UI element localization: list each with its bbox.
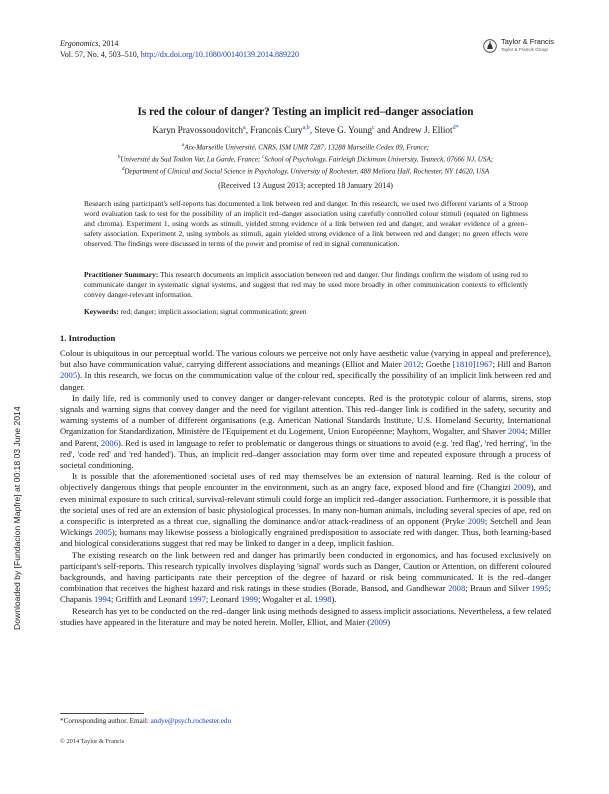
citation-link[interactable]: 2004 — [507, 426, 526, 437]
keywords-label: Keywords: — [84, 307, 119, 316]
author-affiliation-marker[interactable]: a — [243, 125, 246, 131]
citation-link[interactable]: 2009 — [513, 482, 531, 493]
body-paragraph: Research has yet to be conducted on the red–danger link using methods designed to assess implicit associations. Nevertheless, a few related studies have appeared in the literature and may be noted herein. Moller, Elliot, and Maier (2009) — [60, 605, 551, 627]
author-affiliation-marker[interactable]: a,b — [302, 125, 310, 131]
journal-year: , 2014 — [98, 39, 119, 48]
affiliation-line: $^a$Aix-Marseille Université, CNRS, ISM UMR 7287, 13288 Marseille Cedex 09, France; — [181, 143, 430, 152]
journal-line — [60, 38, 299, 49]
citation-link[interactable]: [1810]1967 — [452, 359, 493, 370]
citation-link[interactable]: 2005 — [94, 527, 112, 538]
section-heading: 1. Introduction — [60, 333, 116, 343]
corresponding-author-note — [60, 717, 231, 725]
body-paragraph: The existing research on the link between red and danger has primarily been conducted in ergonomics, and has focused exclusively on participant's self-reports. This research typically involves displaying 'signal' words such as Danger, Caution or Attention, on different coloured backgrounds, and having participants rate their perception of the degree of hazard or risk being communicated. It is the red–danger combination that receives the highest hazard and risk ratings in these studies (Borade, Bansod, and Gandhewar 2008; Braun and Silver 1995; Chapanis 1994; Griffith and Leonard 1997; Leonard 1999; Wogalter et al. 1998). — [60, 549, 551, 605]
copyright-notice: © 2014 Taylor & Francis — [60, 738, 125, 745]
volume-line — [60, 49, 299, 60]
citation-link[interactable]: 1997 — [188, 594, 206, 605]
body-paragraph: It is possible that the aforementioned societal uses of red may themselves be an extension of natural learning. Red is the colour of objectively dangerous things that people encounter in the environment, such as an angry face, exposed blood and fire (Changizi 2009), and even minimal exposure to such critical, survival-relevant stimuli could forge an implicit red–danger association. Furthermore, it is possible that the societal uses of red are an extension of basic physiological processes. In many non-human animals, including several species of ape, red on a conspecific is interpreted as a threat cue, signalling the dominance and/or attack-readiness of an opponent (Pryke 2009; Setchell and Jean Wickings 2005); humans may likewise possess a biologically engrained predisposition to associate red with danger. Thus, both learning-based and biological considerations suggest that red may be linked to danger in a deep, implicit fashion. — [60, 471, 551, 549]
publisher-logo-name: Taylor & Francis — [501, 37, 554, 46]
volume-info: Vol. 57, No. 4, 503–510, — [60, 50, 141, 59]
keywords-text: red; danger; implicit association; signal communication; green — [118, 307, 307, 316]
citation-link[interactable]: 1999 — [240, 594, 259, 605]
citation-link[interactable]: 2009 — [370, 616, 388, 627]
doi-link[interactable]: http://dx.doi.org/10.1080/00140139.2014.889220 — [140, 50, 300, 59]
affiliation-line: $^b$Université du Sud Toulon Var, La Garde, France; $^c$School of Psychology, Fairleigh Dickinson University, Teaneck, 07666 NJ, USA; — [117, 154, 494, 164]
author-name: Andrew J. Elliot — [392, 125, 453, 136]
author-name: Steve G. Young — [314, 125, 373, 136]
publisher-logo-sub: Taylor & Francis Group — [501, 47, 548, 52]
citation-link[interactable]: 1995 — [531, 583, 549, 594]
author-affiliation-marker[interactable]: c — [372, 125, 375, 131]
body-text — [60, 348, 551, 628]
citation-link[interactable]: 2009 — [467, 516, 485, 527]
publisher-logo — [483, 38, 554, 54]
received-dates: (Received 13 August 2013; accepted 18 January 2014) — [218, 181, 393, 190]
citation-link[interactable]: 2012 — [403, 359, 421, 370]
citation-link[interactable]: 2006 — [100, 437, 118, 448]
affiliations — [60, 141, 551, 177]
practitioner-summary-text: This research documents an implicit association between red and danger. Our findings confirm the wisdom of using red to communicate danger in systematic signal systems, and suggest that red may be used more broadly in other communication contexts to efficiently convey danger-relevant information. — [84, 270, 528, 299]
citation-link[interactable]: 2008 — [448, 583, 466, 594]
practitioner-summary-label: Practitioner Summary: — [84, 270, 159, 279]
author-affiliation-marker[interactable]: d* — [452, 125, 459, 131]
footnote-label: *Corresponding author. Email: — [60, 717, 151, 725]
practitioner-summary — [84, 270, 528, 300]
journal-header — [60, 38, 299, 60]
abstract: Research using participant's self-reports has documented a link between red and danger. In this research, we used two different variants of a Stroop word evaluation task to test for the possibility of an implicit red–danger association using carefully controlled colour stimuli (equated on lightness and chroma). Experiment 1, using words as stimuli, yielded strong evidence of a link between red and danger, and weaker evidence of a green–safety association. Experiment 2, using symbols as stimuli, again yielded strong evidence of a link between red and danger; no green effects were observed. The findings were discussed in terms of the power and promise of red in signal communication. — [84, 199, 528, 248]
author-list: Karyn Pravossoudovitch$^a$, Francois Cury$^{a,b}$, Steve G. Young$^c$ and Andrew J. Elliot$^{d*}$ — [152, 125, 459, 136]
download-watermark — [0, 0, 20, 794]
keywords — [84, 307, 528, 316]
author-name: Karyn Pravossoudovitch — [152, 125, 244, 136]
citation-link[interactable]: 1994 — [93, 594, 112, 605]
author-name: Francois Cury — [250, 125, 303, 136]
journal-name: Ergonomics — [60, 39, 99, 48]
article-title: Is red the colour of danger? Testing an implicit red–danger association — [137, 106, 474, 118]
body-paragraph: In daily life, red is commonly used to convey danger or danger-relevant concepts. Red is the prototypic colour of alarms, sirens, stop signals and warning signs that convey danger and the need for vigilant attention. This red–danger link is codified in the safety, security and warning systems of a number of different organisations (e.g. American National Standards Institute, U.S. Homeland Security, International Organization for Standardization, Ministère de l'Equipement et du Logement, Union Européenne; Mayhorn, Wogalter, and Shaver 2004; Miller and Parent, 2006). Red is used in language to refer to problematic or dangerous things or situations to avoid (e.g. 'red flag', 'red herring', 'in the red', 'code red' and 'red handed'). Thus, an implicit red–danger association may form over time and repeated exposure through a process of societal conditioning. — [60, 392, 551, 471]
footnote-divider — [60, 713, 144, 714]
body-paragraph: Colour is ubiquitous in our perceptual world. The various colours we perceive not only have aesthetic value (varying in appeal and preference), but also have communication value, carrying different associations and meanings (Elliot and Maier 2012; Goethe [1810]1967; Hill and Barton 2005). In this research, we focus on the communication value of the colour red, specifically the possibility of an implicit link between red and danger. — [60, 348, 551, 392]
citation-link[interactable]: 2005 — [60, 370, 78, 381]
affiliation-line: $^d$Department of Clinical and Social Science in Psychology, University of Rochester, 488 Meliora Hall, Rochester, NY 14620, USA — [121, 166, 490, 176]
citation-link[interactable]: 1998 — [314, 594, 332, 605]
publisher-logo-icon — [483, 39, 497, 53]
download-watermark-text: Downloaded by [Fundacion Mapfre] at 00:18 03 June 2014 — [12, 406, 22, 630]
author-email-link[interactable]: andye@psych.rochester.edu — [150, 717, 232, 725]
